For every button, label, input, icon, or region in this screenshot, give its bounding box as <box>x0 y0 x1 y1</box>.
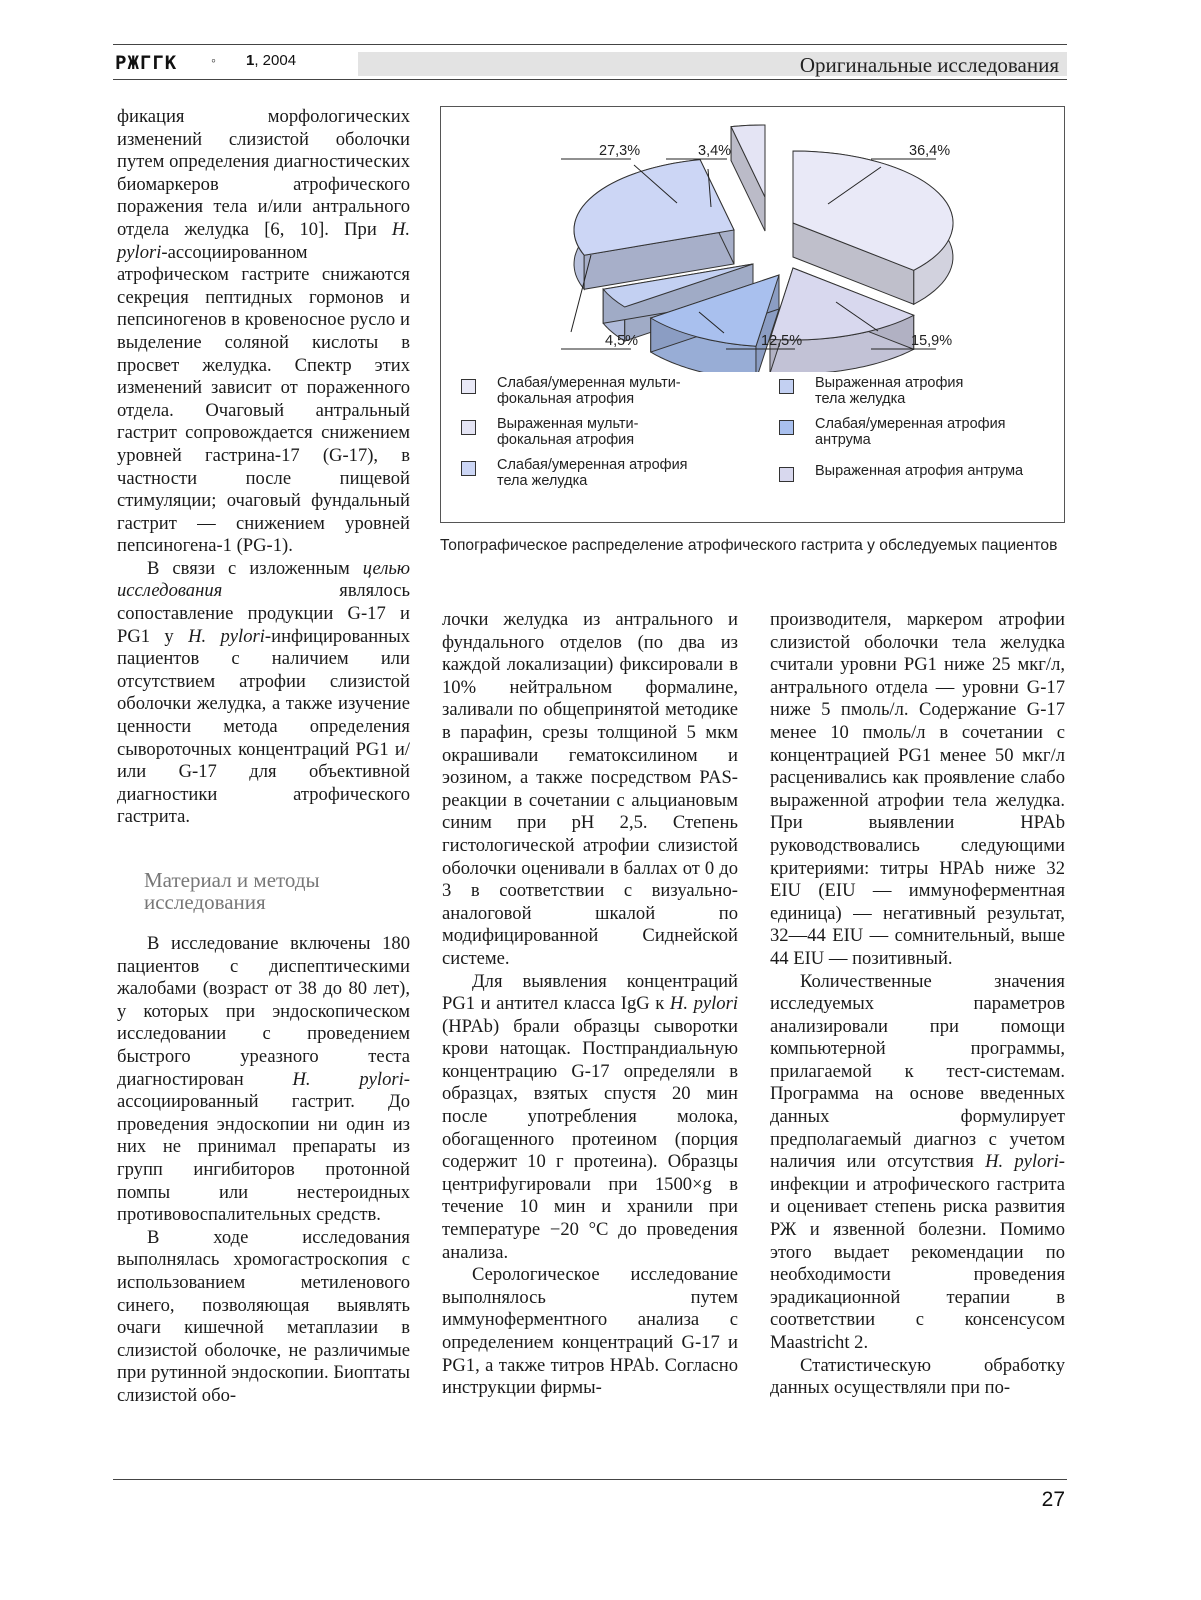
text-run: -инфицированных пациентов с наличием или отсутствием атрофии слизистой оболочки желудка, а также изучение ценности метода определения сывороточных концентраций PG1 и/или G-17 для объективной диагностики атрофического гастрита. <box>117 625 410 828</box>
legend-label: Выраженная атрофия антрума <box>815 463 1024 479</box>
text-run: Для выявления концентраций PG1 и антител класса IgG к <box>442 970 738 1015</box>
text-run: -ассоциированном атрофическом гастрите снижаются секреция пептидных гормонов и пепсиногенов в кровеносное русло и выделение соляной кислоты в просвет желудка. Спектр этих изменений зависит от пораженного отдела. Очаговый антральный гастрит сопровождается снижением уровней гастрина-17 (G-17), в частности после пищевой стимуляции; очаговый фундальный гастрит — снижением уровней пепсиногена-1 (PG-1). <box>117 241 410 557</box>
data-label: 4,5% <box>605 333 639 349</box>
paragraph: В ходе исследования выполнялась хромогастроскопия с использованием метиленового синего, позволяющая выявлять очаги кишечной метаплазии в слизистой оболочке, не различимые при рутинной эндоскопии. Биоптаты слизистой обо- <box>117 1226 410 1406</box>
text-run: фикация морфологических изменений слизистой оболочки путем определения диагностических биомаркеров атрофического поражения тела и/или антрального отдела желудка [6, 10]. При <box>117 106 410 240</box>
pie-slice <box>574 160 734 290</box>
paragraph: Статистическую обработку данных осуществляли при по- <box>770 1354 1065 1399</box>
text-run: (HPAb) брали образцы сыворотки крови натощак. Постпрандиальную концентрацию G-17 определяли в образцах, взятых спустя 20 мин после употребления молока, обогащенного протеином (порция содержит 10 г протеина). Образцы центрифугировали при 1500×g в течение 10 мин и хранили при температуре −20 °С до проведения анализа. <box>442 1015 738 1263</box>
section-title: Оригинальные исследования <box>799 53 1059 77</box>
legend-swatch <box>779 420 794 435</box>
text-run: В связи с изложенным <box>147 557 363 579</box>
text-run: -ассоциированный гастрит. До проведения эндоскопии ни один из них не принимал препараты из групп ингибиторов протонной помпы или нестероидных противовоспалительных средств. <box>117 1068 410 1226</box>
data-label: 27,3% <box>599 143 641 159</box>
header-bottom-rule <box>113 79 1067 80</box>
text-run: Количественные значения исследуемых параметров анализировали при помощи компьютерной программы, прилагаемой к тест-системам. Программа на основе введенных данных формулирует предполагаемый диагноз с учетом наличия или отсутствия <box>770 970 1065 1173</box>
emphasis: целью исследования <box>117 557 410 602</box>
legend-swatch <box>461 379 476 394</box>
issue-number: 1 <box>246 52 255 69</box>
legend-swatch <box>779 379 794 394</box>
legend-label: Выраженная мульти- фокальная атрофия <box>497 416 639 448</box>
legend-label: Слабая/умеренная атрофия тела желудка <box>497 457 688 489</box>
paragraph <box>117 106 410 558</box>
issue-year: , 2004 <box>254 52 297 69</box>
legend-label: Слабая/умеренная атрофия антрума <box>815 416 1006 448</box>
footer-rule <box>113 1479 1067 1480</box>
issue-bullet: ◦ <box>211 52 216 68</box>
text-run: являлось сопоставление продукции G-17 и PG1 у <box>117 580 410 647</box>
legend-swatch <box>779 467 794 482</box>
figure-frame <box>440 106 1065 523</box>
paragraph <box>770 971 1065 1355</box>
text-column-2 <box>442 609 738 1400</box>
section-heading: Материал и методы исследования <box>144 868 320 914</box>
journal-logo: РЖГГК <box>115 52 178 74</box>
paragraph: лочки желудка из антрального и фундального отделов (по два из каждой локализации) фиксировали в 10% нейтральном формалине, заливали по общепринятой методике в парафин, срезы толщиной 5 мкм окрашивали гематоксилином и эозином, а также посредством PAS-реакции в сочетании с альциановым синим при pH 2,5. Степень гистологической атрофии слизистой оболочки оценивали в баллах от 0 до 3 в соответствии с визуально-аналоговой шкалой по модифицированной Сиднейской системе. <box>442 609 738 969</box>
issue-info <box>246 52 296 69</box>
figure-caption: Топографическое распределение атрофического гастрита у обследуемых пациентов <box>440 537 1058 554</box>
species-name: H. pylori <box>188 625 265 647</box>
paragraph <box>117 558 410 829</box>
data-label: 3,4% <box>698 143 732 159</box>
legend-swatch <box>461 420 476 435</box>
species-name: H. pylori <box>292 1068 404 1090</box>
page-number: 27 <box>1041 1488 1065 1511</box>
section-band <box>358 52 1067 76</box>
data-label: 12,5% <box>761 333 803 349</box>
pie-chart <box>441 107 1066 372</box>
species-name: H. pylori <box>669 993 738 1015</box>
paragraph <box>442 971 738 1265</box>
species-name: H. pylori <box>117 218 410 263</box>
text-run: -инфекции и атрофического гастрита и оценивает степень риска развития РЖ и язвенной болезни. Помимо этого выдает рекомендации по необходимости проведения эрадикационной терапии в соответствии с консенсусом Maastricht 2. <box>770 1151 1065 1353</box>
text-column-1 <box>117 106 410 1407</box>
paragraph: производителя, маркером атрофии слизистой оболочки тела желудка считали уровни PG1 ниже 25 мкг/л, антрального отдела — уровни G-17 ниже 5 пмоль/л. Содержание G-17 менее 10 пмоль/л в сочетании с концентрацией PG1 менее 50 мкг/л расценивались как проявление слабо выраженной атрофии тела желудка. При выявлении HPAb руководствовались следующими критериями: титры HPAb ниже 32 EIU (EIU — иммуноферментная единица) — негативный результат, 32—44 EIU — сомнительный, выше 44 EIU — позитивный. <box>770 609 1065 969</box>
running-header <box>113 44 1067 80</box>
text-run: В исследование включены 180 пациентов с диспептическими жалобами (возраст от 38 до 80 лет), у которых при эндоскопическом исследовании с проведением быстрого уреазного теста диагностирован <box>117 933 410 1090</box>
legend-swatch <box>461 461 476 476</box>
header-top-rule <box>113 44 1067 45</box>
legend-label: Слабая/умеренная мульти- фокальная атрофия <box>497 375 681 407</box>
data-label: 36,4% <box>909 143 951 159</box>
legend-label: Выраженная атрофия тела желудка <box>815 375 964 407</box>
species-name: H. pylori <box>985 1151 1059 1173</box>
pie-slice <box>731 125 765 231</box>
text-column-3 <box>770 609 1065 1400</box>
paragraph: Серологическое исследование выполнялось путем иммуноферментного анализа с определением концентраций G-17 и PG1, а также титров HPAb. Согласно инструкции фирмы- <box>442 1264 738 1399</box>
paragraph <box>117 933 410 1227</box>
data-label: 15,9% <box>911 333 953 349</box>
